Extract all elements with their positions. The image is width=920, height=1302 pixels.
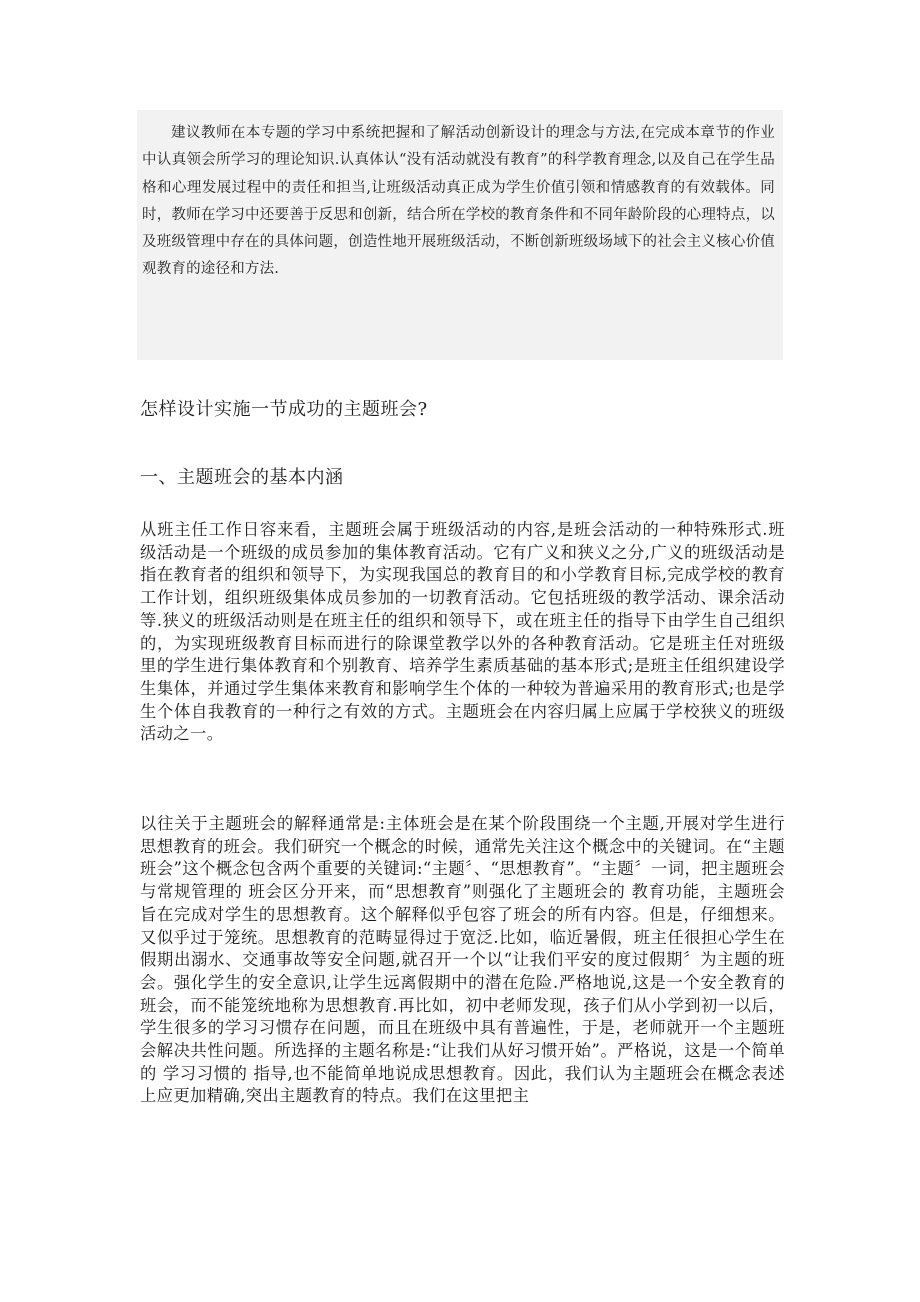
body-paragraph-1: 从班主任工作日容来看，主题班会属于班级活动的内容,是班会活动的一种特殊形式.班级活动是一个班级的成员参加的集体教育活动。它有广义和狭义之分,广义的班级活动是指在教育者的组织和领导下，为实现我国总的教育目的和小学教育目标,完成学校的教育工作计划，组织班级集体成员参加的一切教育活动。它包括班级的教学活动、课余活动等.狭义的班级活动则是在班主任的组织和领导下，或在班主任的指导下由学生自己组织的，为实现班级教育目标而进行的除课堂教学以外的各种教育活动。它是班主任对班级里的学生进行集体教育和个别教育、培养学生素质基础的基本形式;是班主任组织建设学生集体，并通过学生集体来教育和影响学生个体的一种较为普遍采用的教育形式;也是学生个体自我教育的一种行之有效的方式。主题班会在内容归属上应属于学校狭义的班级活动之一。 — [140, 520, 785, 744]
intro-paragraph: 建议教师在本专题的学习中系统把握和了解活动创新设计的理念与方法,在完成本章节的作业中认真领会所学习的理论知识.认真体认“没有活动就没有教育”的科学教育理念,以及自己在学生品格和心理发展过程中的责任和担当,让班级活动真正成为学生价值引领和情感教育的有效载体。同时，教师在学习中还要善于反思和创新，结合所在学校的教育条件和不同年龄阶段的心理特点，以及班级管理中存在的具体问题，创造性地开展班级活动，不断创新班级场域下的社会主义核心价值观教育的途径和方法. — [142, 125, 775, 278]
body-paragraph-2: 以往关于主题班会的解释通常是:主体班会是在某个阶段围绕一个主题,开展对学生进行思想教育的班会。我们研究一个概念的时候，通常先关注这个概念中的关键词。在“主题班会”这个概念包含两个重要的关键词:“主题〞、“思想教育”。“主题〞一词，把主题班会与常规管理的 班会区分开来，而“思想教育”则强化了主题班会的 教育功能，主题班会旨在完成对学生的思想教育。这个解释似乎包容了班会的所有内容。但是，仔细想来。又似乎过于笼统。思想教育的范畴显得过于宽泛.比如，临近暑假，班主任很担心学生在假期出溺水、交通事故等安全问题,就召开一个以“让我们平安的度过假期〞为主题的班会。强化学生的安全意识,让学生远离假期中的潜在危险.严格地说,这是一个安全教育的班会，而不能笼统地称为思想教育.再比如，初中老师发现，孩子们从小学到初一以后，学生很多的学习习惯存在问题，而且在班级中具有普遍性，于是，老师就开一个主题班会解决共性问题。所选择的主题名称是:“让我们从好习惯开始”。严格说，这是一个简单的 学习习惯的 指导,也不能简单地说成思想教育。因此，我们认为主题班会在概念表述上应更加精确,突出主题教育的特点。我们在这里把主 — [140, 814, 785, 1106]
intro-note-box — [137, 110, 783, 360]
section-heading: 一、主题班会的基本内涵 — [140, 467, 344, 488]
question-heading: 怎样设计实施一节成功的主题班会? — [140, 399, 428, 420]
